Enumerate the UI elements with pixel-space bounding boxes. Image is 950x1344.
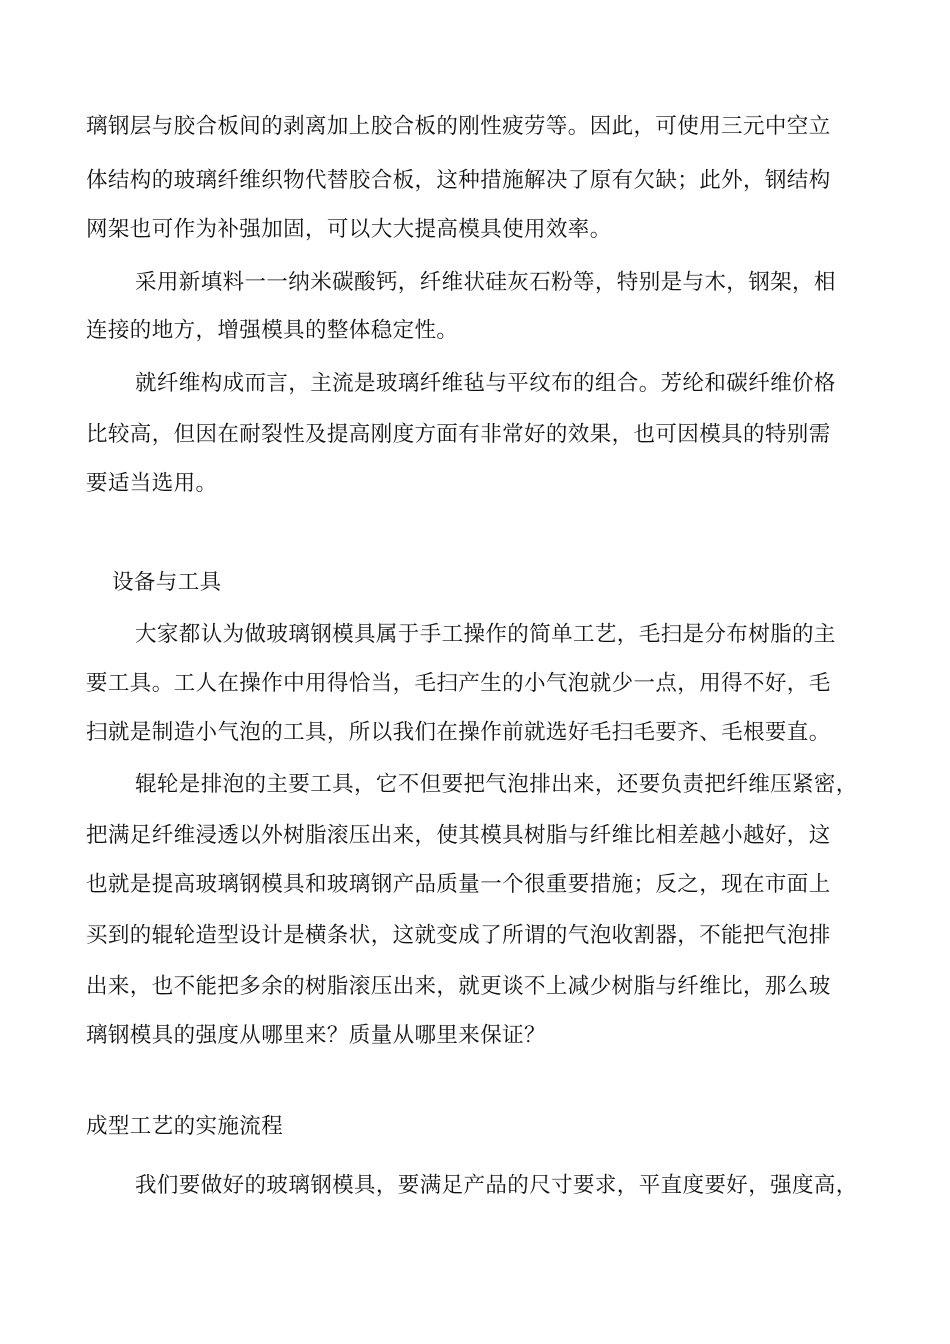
paragraph-line: 就纤维构成而言，主流是玻璃纤维毡与平纹布的组合。芳纶和碳纤维价格 (135, 371, 836, 396)
paragraph-line: 体结构的玻璃纤维织物代替胶合板，这种措施解决了原有欠缺；此外，钢结构 (86, 168, 831, 193)
paragraph-line: 把满足纤维浸透以外树脂滚压出来，使其模具树脂与纤维比相差越小越好，这 (86, 823, 831, 848)
paragraph-line: 辊轮是排泡的主要工具，它不但要把气泡排出来，还要负责把纤维压紧密， (135, 772, 858, 797)
section-heading: 成型工艺的实施流程 (86, 1114, 284, 1139)
paragraph-line: 连接的地方，增强模具的整体稳定性。 (86, 318, 459, 343)
paragraph-line: 璃钢模具的强度从哪里来？质量从哪里来保证？ (86, 1023, 546, 1048)
paragraph-line: 也就是提高玻璃钢模具和玻璃钢产品质量一个很重要措施；反之，现在市面上 (86, 872, 831, 897)
paragraph-line: 我们要做好的玻璃钢模具，要满足产品的尺寸要求，平直度要好，强度高， (135, 1173, 858, 1198)
paragraph-line: 买到的辊轮造型设计是横条状，这就变成了所谓的气泡收割器，不能把气泡排 (86, 923, 831, 948)
paragraph-line: 扫就是制造小气泡的工具，所以我们在操作前就选好毛扫毛要齐、毛根要直。 (86, 720, 831, 745)
paragraph-line: 璃钢层与胶合板间的剥离加上胶合板的刚性疲劳等。因此，可使用三元中空立 (86, 114, 831, 139)
section-heading: 设备与工具 (112, 570, 222, 595)
paragraph-line: 出来，也不能把多余的树脂滚压出来，就更谈不上减少树脂与纤维比，那么玻 (86, 974, 831, 999)
paragraph-line: 要工具。工人在操作中用得恰当，毛扫产生的小气泡就少一点，用得不好，毛 (86, 671, 831, 696)
paragraph-line: 采用新填料一一纳米碳酸钙，纤维状硅灰石粉等，特别是与木，钢架，相 (135, 270, 836, 295)
paragraph-line: 比较高，但因在耐裂性及提高刚度方面有非常好的效果，也可因模具的特别需 (86, 422, 831, 447)
paragraph-line: 要适当选用。 (86, 471, 218, 496)
paragraph-line: 网架也可作为补强加固，可以大大提高模具使用效率。 (86, 217, 612, 242)
paragraph-line: 大家都认为做玻璃钢模具属于手工操作的简单工艺，毛扫是分布树脂的主 (135, 622, 836, 647)
